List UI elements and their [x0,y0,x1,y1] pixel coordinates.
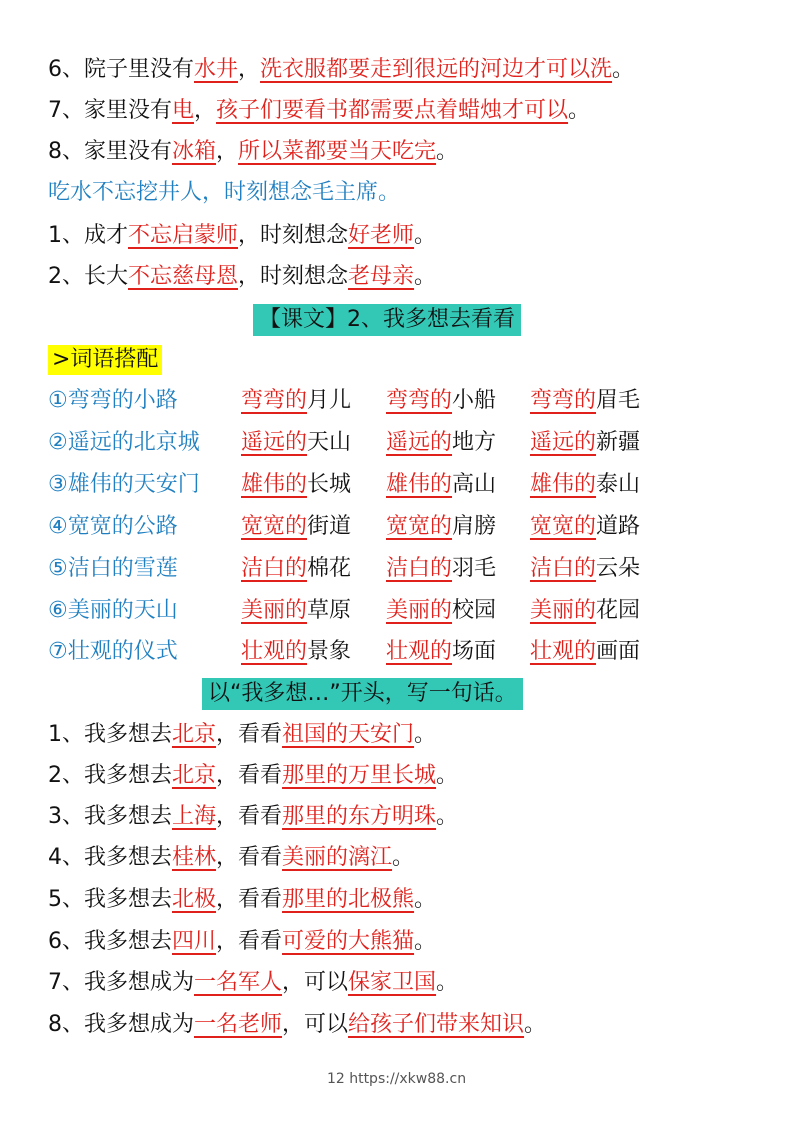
item-text: 。 [612,57,635,82]
word-cell [530,554,640,584]
word-text: 月儿 [307,388,352,413]
item-text: 8、我多想成为 [48,1012,194,1037]
item-text: ， [194,98,217,123]
answer-text: 可爱的大熊猫 [282,929,415,954]
answer-text: 冰箱 [172,139,217,164]
item-text: 5、我多想去 [48,887,172,912]
answer-text: 所以菜都要当天吃完 [238,139,437,164]
answer-text: 美丽的漓江 [282,845,393,870]
item-text: 2、长大 [48,264,128,289]
list-item [48,802,458,832]
answer-text: 那里的万里长城 [282,763,437,788]
answer-text: 遥远的 [530,430,597,455]
item-text: 。 [414,223,437,248]
list-item [48,221,436,251]
word-text: 花园 [596,598,641,623]
word-cell [241,596,351,626]
answer-text: 壮观的 [530,639,597,664]
list-item [48,55,634,85]
word-cell [530,470,640,500]
answer-text: 美丽的 [530,598,597,623]
answer-text: 北京 [172,763,217,788]
row-head: ②遥远的北京城 [48,430,200,455]
word-text: 景象 [307,639,352,664]
answer-text: 弯弯的 [530,388,597,413]
row-head: ⑥美丽的天山 [48,598,178,623]
item-text: ，看看 [216,722,283,747]
answer-text: 宽宽的 [386,514,453,539]
word-cell [386,512,496,542]
item-text: ，时刻想念 [238,264,349,289]
answer-text: 宽宽的 [530,514,597,539]
answer-text: 雄伟的 [386,472,453,497]
item-text: 。 [436,804,459,829]
word-text: 小船 [452,388,497,413]
word-text: 天山 [307,430,352,455]
word-cell [241,554,351,584]
word-text: 地方 [452,430,497,455]
word-cell [241,637,351,667]
answer-text: 孩子们要看书都需要点着蜡烛才可以 [216,98,569,123]
item-text: 1、我多想去 [48,722,172,747]
item-text: ， [238,57,261,82]
item-text: 4、我多想去 [48,845,172,870]
word-text: 云朵 [596,556,641,581]
word-text: 校园 [452,598,497,623]
answer-text: 不忘启蒙师 [128,223,239,248]
item-text: ，看看 [216,887,283,912]
answer-text: 遥远的 [386,430,453,455]
word-text: 画面 [596,639,641,664]
answer-text: 洗衣服都要走到很远的河边才可以洗 [260,57,613,82]
list-item [48,96,590,126]
item-text: 。 [392,845,415,870]
item-text: 7、我多想成为 [48,970,194,995]
word-text: 长城 [307,472,352,497]
list-item [48,927,436,957]
word-text: 高山 [452,472,497,497]
item-text: 7、家里没有 [48,98,172,123]
word-text: 新疆 [596,430,641,455]
item-text: 。 [436,970,459,995]
list-item [48,137,458,167]
word-text: 肩膀 [452,514,497,539]
answer-text: 北极 [172,887,217,912]
answer-text: 老母亲 [348,264,415,289]
item-text: ，看看 [216,929,283,954]
item-text: 。 [414,722,437,747]
word-text: 羽毛 [452,556,497,581]
answer-text: 壮观的 [386,639,453,664]
word-text: 棉花 [307,556,352,581]
answer-text: 洁白的 [386,556,453,581]
word-text: 草原 [307,598,352,623]
answer-text: 一名老师 [194,1012,283,1037]
word-cell [386,428,496,458]
answer-text: 那里的北极熊 [282,887,415,912]
item-text: 2、我多想去 [48,763,172,788]
item-text: 6、我多想去 [48,929,172,954]
answer-text: 给孩子们带来知识 [348,1012,525,1037]
word-cell [241,512,351,542]
item-text: ，看看 [216,763,283,788]
answer-text: 四川 [172,929,217,954]
list-item [48,1010,546,1040]
word-text: 场面 [452,639,497,664]
answer-text: 桂林 [172,845,217,870]
answer-text: 雄伟的 [241,472,308,497]
word-text: 泰山 [596,472,641,497]
section-title: 【课文】2、我多想去看看 [253,304,521,336]
word-cell [530,596,640,626]
answer-text: 好老师 [348,223,415,248]
word-cell [530,428,640,458]
word-cell [241,386,351,416]
answer-text: 洁白的 [530,556,597,581]
word-cell [386,554,496,584]
list-item [48,720,436,750]
answer-text: 壮观的 [241,639,308,664]
word-cell [386,637,496,667]
word-cell [386,386,496,416]
item-text: 3、我多想去 [48,804,172,829]
answer-text: 美丽的 [241,598,308,623]
list-item [48,885,436,915]
item-text: 。 [436,139,459,164]
item-text: 。 [568,98,591,123]
answer-text: 一名军人 [194,970,283,995]
item-text: 6、院子里没有 [48,57,194,82]
item-text: 。 [436,763,459,788]
word-text: 街道 [307,514,352,539]
answer-text: 遥远的 [241,430,308,455]
word-cell [241,428,351,458]
list-item [48,843,414,873]
word-cell [386,470,496,500]
word-cell [386,596,496,626]
page-footer: 12 https://xkw88.cn [326,1071,467,1087]
item-text: ，时刻想念 [238,223,349,248]
word-text: 道路 [596,514,641,539]
answer-text: 弯弯的 [241,388,308,413]
answer-text: 美丽的 [386,598,453,623]
row-head: ⑦壮观的仪式 [48,639,178,664]
answer-text: 电 [172,98,195,123]
answer-text: 不忘慈母恩 [128,264,239,289]
item-text: 。 [414,929,437,954]
row-head: ④宽宽的公路 [48,514,178,539]
row-head: ③雄伟的天安门 [48,472,200,497]
proverb-heading: 吃水不忘挖井人，时刻想念毛主席。 [48,180,401,205]
item-text: 。 [414,264,437,289]
word-cell [530,386,640,416]
row-head: ①弯弯的小路 [48,388,178,413]
answer-text: 保家卫国 [348,970,437,995]
item-text: 1、成才 [48,223,128,248]
answer-text: 北京 [172,722,217,747]
answer-text: 祖国的天安门 [282,722,415,747]
item-text: ，看看 [216,845,283,870]
list-item [48,761,458,791]
item-text: 8、家里没有 [48,139,172,164]
item-text: 。 [524,1012,547,1037]
answer-text: 那里的东方明珠 [282,804,437,829]
word-tag: >词语搭配 [48,345,162,375]
answer-text: 雄伟的 [530,472,597,497]
answer-text: 宽宽的 [241,514,308,539]
list-item [48,262,436,292]
item-text: 。 [414,887,437,912]
item-text: ，看看 [216,804,283,829]
row-head: ⑤洁白的雪莲 [48,556,178,581]
item-text: ，可以 [282,1012,349,1037]
item-text: ，可以 [282,970,349,995]
word-cell [241,470,351,500]
list-item [48,968,458,998]
sentence-title: 以“我多想…”开头，写一句话。 [202,678,523,710]
word-text: 眉毛 [596,388,641,413]
answer-text: 水井 [194,57,239,82]
word-cell [530,637,640,667]
item-text: ， [216,139,239,164]
answer-text: 洁白的 [241,556,308,581]
answer-text: 上海 [172,804,217,829]
word-cell [530,512,640,542]
answer-text: 弯弯的 [386,388,453,413]
